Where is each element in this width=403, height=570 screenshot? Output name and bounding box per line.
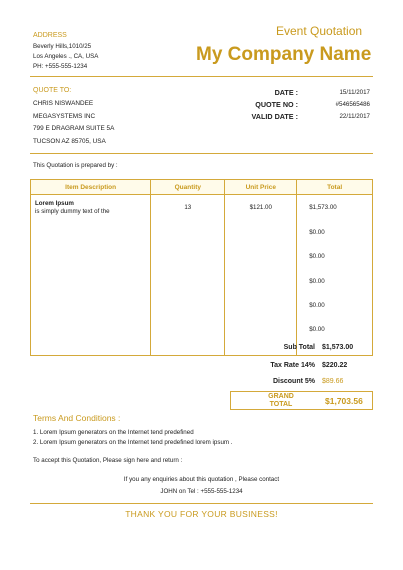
tax-value: $220.22 [322,362,348,369]
terms-list [33,428,233,448]
total-cell [297,195,373,356]
valid-date-label: VALID DATE : [251,112,298,121]
grand-label-line: TOTAL [269,400,293,408]
column-header: Unit Price [225,180,297,195]
date-label: DATE : [274,88,298,97]
grand-label-line: GRAND [268,393,294,400]
tax-label: Tax Rate 14% [270,362,315,369]
address-line: Beverly Hills,1010/25 [33,43,92,50]
quote-to-line: CHRIS NISWANDEE [33,100,94,107]
line-total: $0.00 [309,253,325,260]
quote-to-block [33,98,114,148]
item-quantity: 13 [184,204,192,211]
table-row [31,195,373,356]
company-name: My Company Name [196,44,372,65]
address-line: PH: +555-555-1234 [33,63,88,70]
quote-to-label: QUOTE TO: [33,87,72,94]
item-description: is simply dummy text of the [35,208,110,215]
line-total: $1,573.00 [309,204,337,211]
column-header: Total [297,180,373,195]
column-header: Item Description [31,180,151,195]
quote-no-value: #546565486 [335,101,370,108]
item-title: Lorem Ipsum [35,200,74,207]
quote-to-line: MEGASYSTEMS INC [33,112,96,120]
address-block [33,42,98,72]
address-label: ADDRESS [33,32,67,39]
discount-label: Discount 5% [272,378,315,385]
grand-total-value: $1,703.56 [325,396,363,406]
quote-to-line: TUCSON AZ 85705, USA [33,137,106,145]
items-table [30,179,373,356]
line-total: $0.00 [309,278,325,285]
quote-no-label: QUOTE NO : [255,100,298,109]
subtotal-value: $1,573.00 [322,344,354,351]
terms-item: 1. Lorem Ipsum generators on the Internet tend predefined [33,429,194,436]
divider [30,503,373,504]
accept-instructions: To accept this Quotation, Please sign here and return : [33,457,183,464]
document-title: Event Quotation [276,24,363,38]
discount-value: $89.66 [322,378,344,385]
contact-line: If you any enquiries about this quotation , Please contact [123,476,280,483]
contact-block [30,474,373,498]
divider [30,153,373,154]
address-line: Los Angeles ., CA, USA [33,53,99,60]
line-total: $0.00 [309,326,325,333]
unit-price-cell [225,195,297,356]
subtotal-label: Sub Total [283,344,315,351]
terms-item: 2. Lorem Ipsum generators on the Internet tend predefined lorem ipsum . [33,439,233,446]
quote-meta [222,88,370,124]
description-cell [31,195,151,356]
grand-total-label [261,393,301,408]
footer-thanks: THANK YOU FOR YOUR BUSINESS! [125,509,278,519]
valid-date-value: 22/11/2017 [339,113,370,120]
table-header-row [31,180,373,195]
contact-line: JOHN on Tel : +555-555-1234 [160,488,243,495]
line-total: $0.00 [309,229,325,236]
quantity-cell [151,195,225,356]
date-value: 15/11/2017 [339,89,370,96]
prepared-by: This Quotation is prepared by : [33,162,118,169]
item-unit-price: $121.00 [249,204,272,211]
divider [30,76,373,77]
grand-total-box [230,391,373,410]
column-header: Quantity [151,180,225,195]
line-total: $0.00 [309,302,325,309]
quote-to-line: 799 E DRAGRAM SUITE 5A [33,125,115,132]
terms-title: Terms And Conditions : [33,413,121,423]
